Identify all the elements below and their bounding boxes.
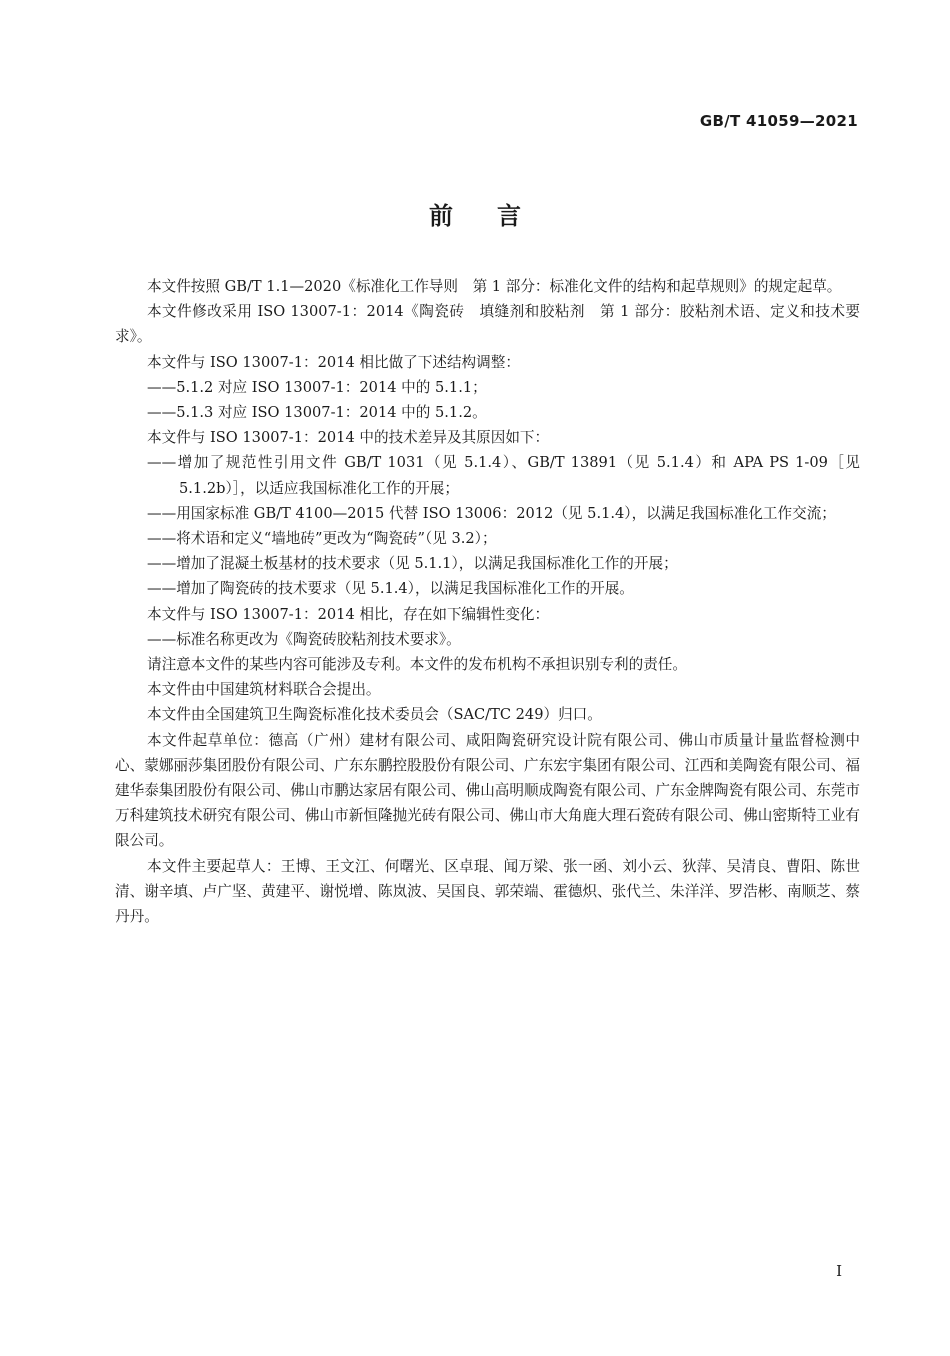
paragraph-drafting-units: 本文件起草单位：德高（广州）建材有限公司、咸阳陶瓷研究设计院有限公司、佛山市质量计量监督检测中心、蒙娜丽莎集团股份有限公司、广东东鹏控股股份有限公司、广东宏宇集团有限公司、江西和美陶瓷有限公司、福建华泰集团股份有限公司、佛山市鹏达家居有限公司、佛山高明顺成陶瓷有限公司、广东金牌陶瓷有限公司、东莞市万科建筑技术研究有限公司、佛山市新恒隆抛光砖有限公司、佛山市大角鹿大理石瓷砖有限公司、佛山密斯特工业有限公司。 [115,731,860,850]
foreword-body [115,274,860,929]
paragraph-adoption: 本文件修改采用 ISO 13007-1：2014《陶瓷砖 填缝剂和胶粘剂 第 1 部分：胶粘剂术语、定义和技术要求》。 [115,303,860,346]
page-number: I [836,1262,842,1280]
standard-code: GB/T 41059—2021 [699,112,858,130]
list-item: ——5.1.2 对应 ISO 13007-1：2014 中的 5.1.1； [147,378,487,396]
paragraph-drafters: 本文件主要起草人：王博、王文江、何曙光、区卓琨、闻万梁、张一函、刘小云、狄萍、吴清良、曹阳、陈世清、谢辛填、卢广坚、黄建平、谢悦增、陈岚波、吴国良、郭荣端、霍德炽、张代兰、朱洋洋、罗浩彬、南顺芝、蔡丹丹。 [115,857,860,926]
paragraph-proposer: 本文件由中国建筑材料联合会提出。 [147,681,381,699]
list-item: ——增加了混凝土板基材的技术要求（见 5.1.1），以满足我国标准化工作的开展； [147,555,678,573]
list-item: ——增加了规范性引用文件 GB/T 1031（见 5.1.4）、GB/T 13891（见 5.1.4）和 APA PS 1-09［见 5.1.2b）］，以适应我国标准化工作的开展； [147,454,860,497]
list-item: ——将术语和定义“墙地砖”更改为“陶瓷砖”（见 3.2）； [147,530,497,548]
list-item: ——用国家标准 GB/T 4100—2015 代替 ISO 13006：2012（见 5.1.4），以满足我国标准化工作交流； [147,504,836,522]
list-item: ——标准名称更改为《陶瓷砖胶粘剂技术要求》。 [147,630,461,648]
paragraph-patent-notice: 请注意本文件的某些内容可能涉及专利。本文件的发布机构不承担识别专利的责任。 [147,656,687,674]
paragraph-editorial-changes: 本文件与 ISO 13007-1：2014 相比，存在如下编辑性变化： [147,605,550,623]
paragraph-committee: 本文件由全国建筑卫生陶瓷标准化技术委员会（SAC/TC 249）归口。 [147,706,602,724]
paragraph-structure-changes: 本文件与 ISO 13007-1：2014 相比做了下述结构调整： [147,353,520,371]
paragraph-drafting-rule: 本文件按照 GB/T 1.1—2020《标准化工作导则 第 1 部分：标准化文件的结构和起草规则》的规定起草。 [147,278,842,295]
page-title: 前言 [429,202,565,230]
paragraph-technical-differences: 本文件与 ISO 13007-1：2014 中的技术差异及其原因如下： [147,429,550,447]
list-item: ——增加了陶瓷砖的技术要求（见 5.1.4），以满足我国标准化工作的开展。 [147,580,634,598]
list-item: ——5.1.3 对应 ISO 13007-1：2014 中的 5.1.2。 [147,404,487,422]
